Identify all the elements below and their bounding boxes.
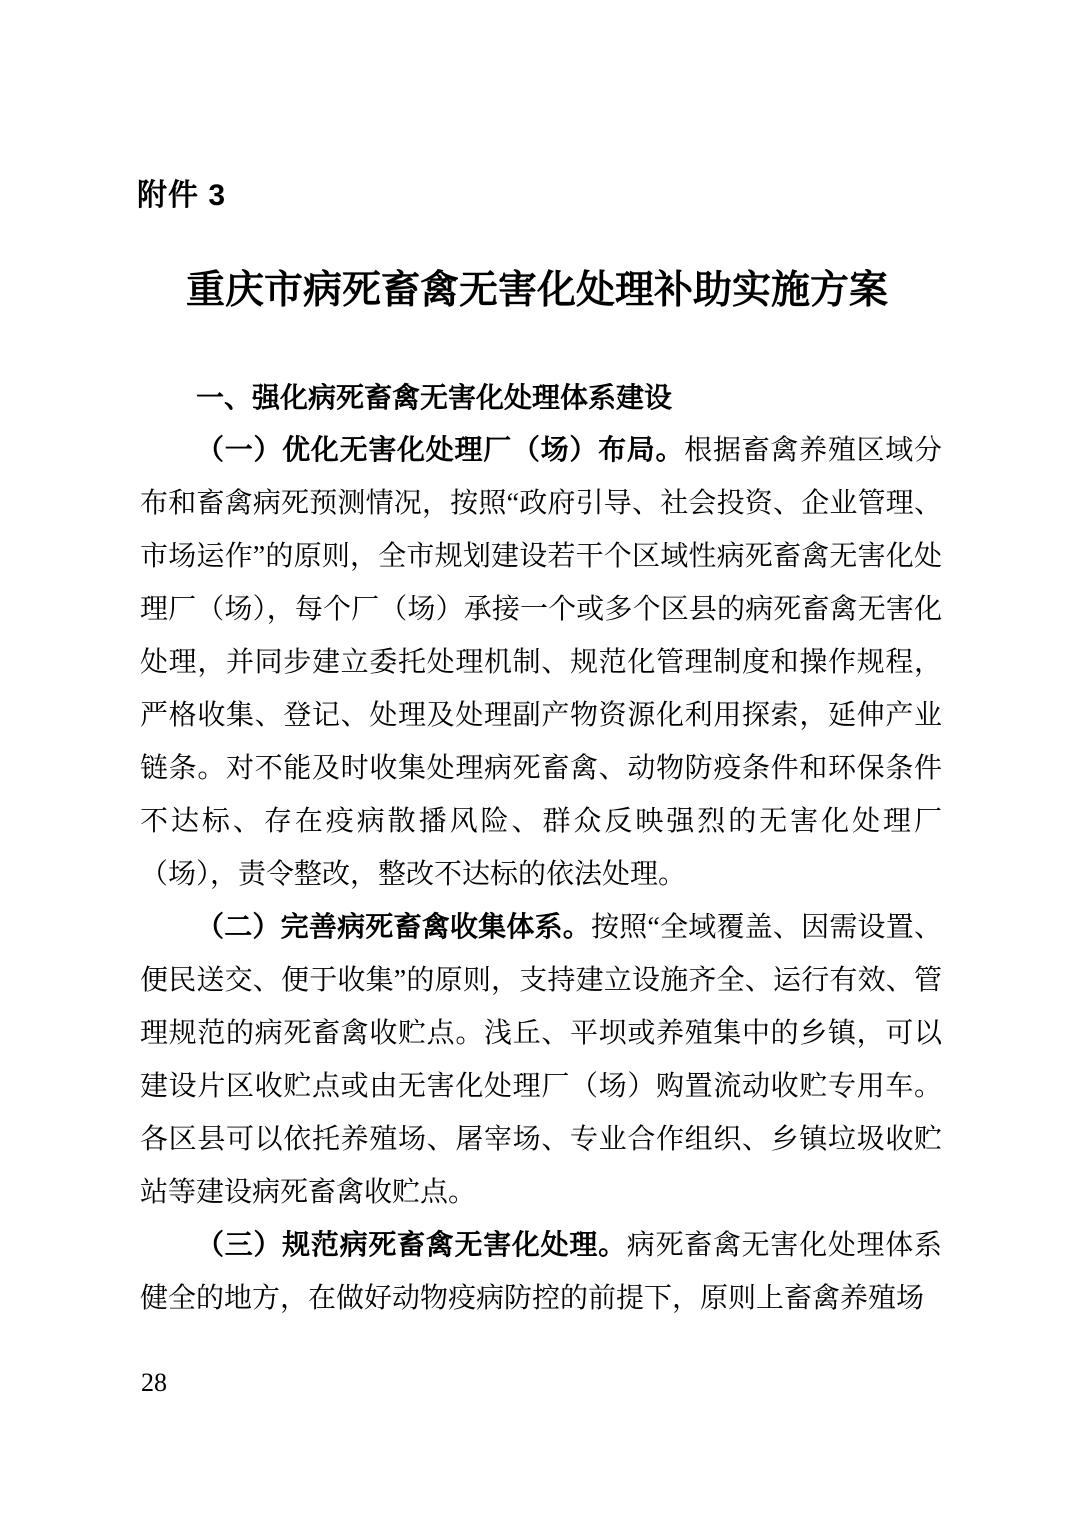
paragraph-2 xyxy=(140,901,942,1219)
paragraph-1-lead: （一）优化无害化处理厂（场）布局。 xyxy=(196,435,685,466)
paragraph-2-text: 按照“全域覆盖、因需设置、便民送交、便于收集”的原则，支持建立设施齐全、运行有效、管理规范的病死畜禽收贮点。浅丘、平坝或养殖集中的乡镇，可以建设片区收贮点或由无害化处理厂（场）购置流动收贮专用车。各区县可以依托养殖场、屠宰场、专业合作组织、乡镇垃圾收贮站等建设病死畜禽收贮点。 xyxy=(140,912,942,1208)
paragraph-1-text: 根据畜禽养殖区域分布和畜禽病死预测情况，按照“政府引导、社会投资、企业管理、市场运作”的原则，全市规划建设若干个区域性病死畜禽无害化处理厂（场），每个厂（场）承接一个或多个区县的病死畜禽无害化处理，并同步建立委托处理机制、规范化管理制度和操作规程，严格收集、登记、处理及处理副产物资源化利用探索，延伸产业链条。对不能及时收集处理病死畜禽、动物防疫条件和环保条件不达标、存在疫病散播风险、群众反映强烈的无害化处理厂（场），责令整改，整改不达标的依法处理。 xyxy=(140,435,942,890)
section-heading: 一、强化病死畜禽无害化处理体系建设 xyxy=(196,382,673,413)
paragraph-3 xyxy=(140,1219,942,1325)
paragraph-3-text: 病死畜禽无害化处理体系健全的地方，在做好动物疫病防控的前提下，原则上畜禽养殖场 xyxy=(140,1230,942,1314)
attachment-label: 附件 3 xyxy=(137,179,227,212)
page-number: 28 xyxy=(141,1368,167,1397)
paragraph-1 xyxy=(140,424,942,901)
document-title: 重庆市病死畜禽无害化处理补助实施方案 xyxy=(185,269,888,312)
document-body xyxy=(140,371,942,1325)
paragraph-3-lead: （三）规范病死畜禽无害化处理。 xyxy=(196,1230,627,1261)
paragraph-2-lead: （二）完善病死畜禽收集体系。 xyxy=(196,912,591,943)
